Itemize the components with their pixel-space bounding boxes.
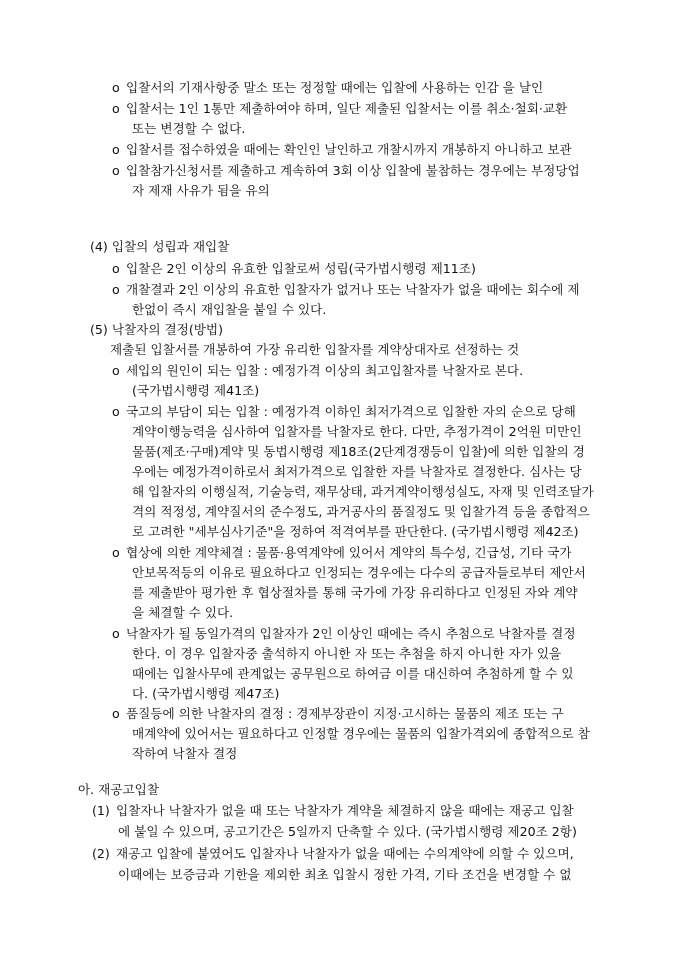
list-item-continuation: 물품(제조·구매)계약 및 동법시행령 제18조(2단계경쟁등이 입찰)에 의한 입찰의 경	[132, 444, 585, 459]
list-item	[112, 101, 567, 117]
numbered-item-continuation: 이때에는 보증금과 기한을 제외한 최초 입찰시 정한 가격, 기타 조건을 변경할 수 없	[118, 867, 572, 882]
list-item-text: 품질등에 의한 낙찰자의 결정 : 경제부장관이 지정·고시하는 물품의 제조 또는 구	[126, 706, 564, 721]
list-item-text: 개찰결과 2인 이상의 유효한 입찰자가 없거나 또는 낙찰자가 없을 때에는 회수에 제	[126, 282, 580, 297]
list-item	[112, 261, 476, 277]
bullet-marker: o	[112, 404, 120, 419]
numbered-item	[92, 846, 574, 862]
list-item-text: 입찰서의 기재사항중 말소 또는 정정할 때에는 입찰에 사용하는 인감 을 날인	[126, 80, 544, 95]
list-item	[112, 80, 543, 96]
list-item-continuation: 를 제출받아 평가한 후 협상절차를 통해 국가에 가장 유리하다고 인정된 자와 계약	[132, 585, 578, 600]
list-item	[112, 142, 572, 158]
list-item-continuation: 안보목적등의 이유로 필요하다고 인정되는 경우에는 다수의 공급자들로부터 제안서	[132, 565, 586, 580]
list-item-continuation: (국가법시행령 제41조)	[132, 383, 260, 398]
list-item-text: 낙찰자가 될 동일가격의 입찰자가 2인 이상인 때에는 즉시 추첨으로 낙찰자를 결정	[126, 626, 576, 641]
list-item-text: 세입의 원인이 되는 입찰 : 예정가격 이상의 최고입찰자를 낙찰자로 본다.	[126, 363, 524, 378]
bullet-marker: o	[112, 80, 120, 95]
list-item-continuation: 우에는 예정가격이하로서 최저가격으로 입찰한 자를 낙찰자로 결정한다. 심사는 당	[132, 464, 582, 479]
list-item-continuation: 을 체결할 수 있다.	[132, 605, 234, 620]
list-item	[112, 163, 580, 179]
list-item-text: 입찰참가신청서를 제출하고 계속하여 3회 이상 입찰에 불참하는 경우에는 부정당업	[126, 163, 580, 178]
section-heading-4: (4) 입찰의 성립과 재입찰	[90, 239, 230, 254]
list-item-continuation: 한없이 즉시 재입찰을 붙일 수 있다.	[132, 302, 327, 317]
section-intro: 제출된 입찰서를 개봉하여 가장 유리한 입찰자를 계약상대자로 선정하는 것	[110, 342, 520, 357]
bullet-marker: o	[112, 706, 120, 721]
section-heading-a: 아. 재공고입찰	[78, 782, 159, 797]
numbered-item-text: 입찰자나 낙찰자가 없을 때 또는 낙찰자가 계약을 체결하지 않을 때에는 재공고 입찰	[116, 803, 574, 818]
list-item-continuation: 작하여 낙찰자 결정	[132, 746, 238, 761]
list-item	[112, 626, 576, 642]
list-item-continuation: 자 제재 사유가 됨을 유의	[132, 183, 270, 198]
list-item-text: 협상에 의한 계약체결 : 물품·용역계약에 있어서 계약의 특수성, 긴급성, 기타 국가	[126, 545, 572, 560]
list-item-continuation: 매계약에 있어서는 필요하다고 인정할 경우에는 물품의 입찰가격외에 종합적으로 참	[132, 726, 590, 741]
list-item-continuation: 때에는 입찰사무에 관계없는 공무원으로 하여금 이를 대신하여 추첨하게 할 수 있	[132, 666, 574, 681]
section-heading-5: (5) 낙찰자의 결정(방법)	[90, 322, 223, 337]
list-item-continuation: 다. (국가법시행령 제47조)	[132, 686, 280, 701]
item-number: (1)	[92, 803, 110, 818]
list-item	[112, 282, 580, 298]
list-item	[112, 363, 523, 379]
list-item-text: 입찰서는 1인 1통만 제출하여야 하며, 일단 제출된 입찰서는 이를 취소·철회·교환	[126, 101, 568, 116]
numbered-item-continuation: 에 붙일 수 있으며, 공고기간은 5일까지 단축할 수 있다. (국가법시행령 제20조 2항)	[118, 824, 577, 839]
bullet-marker: o	[112, 363, 120, 378]
list-item-text: 입찰은 2인 이상의 유효한 입찰로써 성립(국가법시행령 제11조)	[126, 261, 476, 276]
bullet-marker: o	[112, 101, 120, 116]
list-item-continuation: 계약이행능력을 심사하여 입찰자를 낙찰자로 한다. 다만, 추정가격이 2억원 미만인	[132, 424, 582, 439]
bullet-marker: o	[112, 142, 120, 157]
item-number: (2)	[92, 846, 110, 861]
list-item	[112, 545, 572, 561]
bullet-marker: o	[112, 545, 120, 560]
numbered-item-text: 재공고 입찰에 붙였어도 입찰자나 낙찰자가 없을 때에는 수의계약에 의할 수 있으며,	[116, 846, 574, 861]
numbered-item	[92, 803, 574, 819]
bullet-marker: o	[112, 282, 120, 297]
bullet-marker: o	[112, 626, 120, 641]
bullet-marker: o	[112, 261, 120, 276]
list-item-continuation: 로 고려한 "세부심사기준"을 정하여 적격여부를 판단한다. (국가법시행령 제42조)	[132, 524, 579, 539]
list-item-continuation: 격의 적정성, 계약질서의 준수정도, 과거공사의 품질정도 및 입찰가격 등을 종합적으	[132, 504, 590, 519]
list-item-text: 입찰서를 접수하였을 때에는 확인인 날인하고 개찰시까지 개봉하지 아니하고 보관	[126, 142, 572, 157]
list-item-text: 국고의 부담이 되는 입찰 : 예정가격 이하인 최저가격으로 입찰한 자의 순으로 당해	[126, 404, 576, 419]
list-item-continuation: 한다. 이 경우 입찰자중 출석하지 아니한 자 또는 추첨을 하지 아니한 자가 있을	[132, 646, 562, 661]
list-item-continuation: 또는 변경할 수 없다.	[132, 121, 246, 136]
bullet-marker: o	[112, 163, 120, 178]
list-item	[112, 706, 564, 722]
list-item	[112, 404, 576, 420]
list-item-continuation: 해 입찰자의 이행실적, 기술능력, 재무상태, 과거계약이행성실도, 자재 및 인력조달가	[132, 484, 594, 499]
